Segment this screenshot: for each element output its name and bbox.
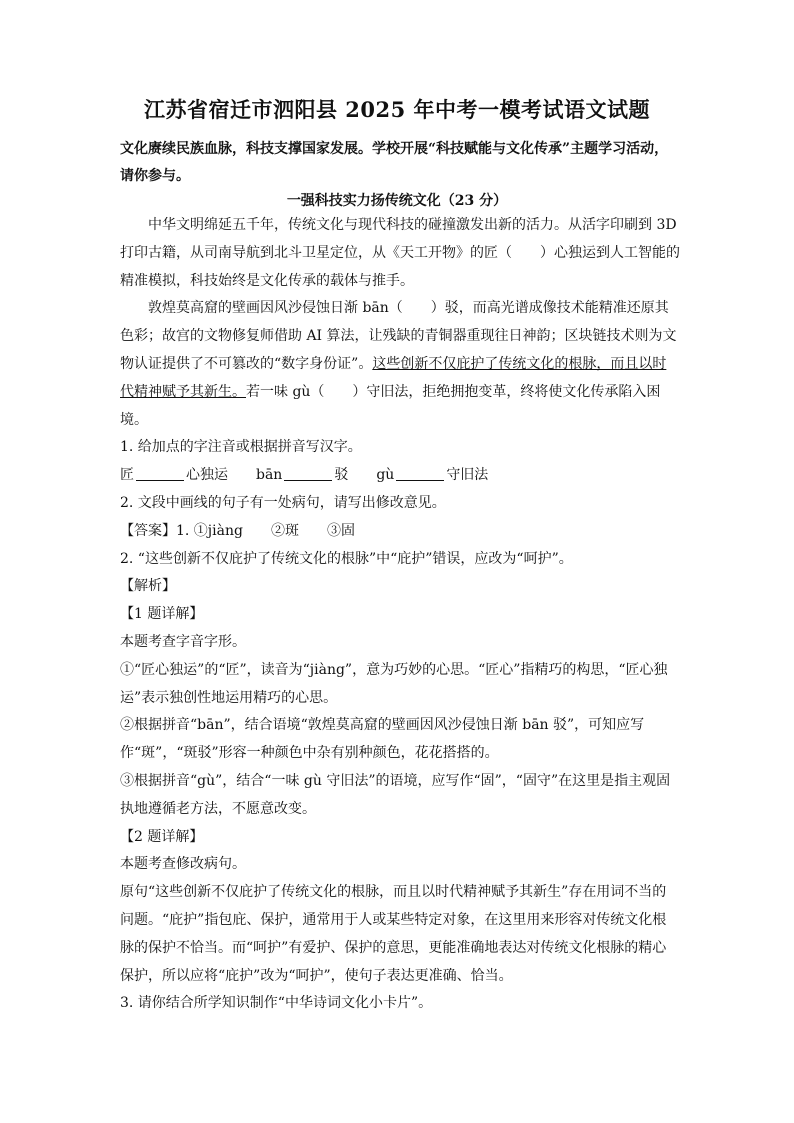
question-2: 2. 文段中画线的句子有一处病句，请写出修改意见。 (120, 494, 446, 511)
blank-suffix-2: 驳 (334, 467, 349, 484)
blank-prefix-1: 匠 (120, 467, 134, 484)
q1-detail-3: ③根据拼音“gù”，结合“一味 gù 守旧法”的语境，应写作“固”，“固守”在这里是指主观固执地遵循老方法，不愿意改变。 (120, 772, 671, 817)
analysis-label: 【解析】 (120, 578, 176, 595)
blank-suffix-1: 心独运 (186, 467, 228, 484)
question-1: 1. 给加点的字注音或根据拼音写汉字。 (120, 439, 362, 456)
document-body (120, 212, 680, 1018)
intro-text: 文化赓续民族血脉，科技支撑国家发展。学校开展“科技赋能与文化传承”主题学习活动，请你参与。 (120, 141, 669, 184)
blank-suffix-3: 守旧法 (446, 467, 489, 484)
answer-blank-2[interactable] (284, 466, 332, 481)
answer-blank-1[interactable] (136, 466, 184, 481)
q2-detail-intro: 本题考查修改病句。 (120, 856, 246, 873)
question-3: 3. 请你结合所学知识制作“中华诗词文化小卡片”。 (120, 995, 433, 1012)
question-1-blanks (120, 462, 680, 490)
q2-detail-label: 【2 题详解】 (120, 828, 204, 845)
paragraph-2 (120, 295, 680, 434)
answer-line-2: 2. “这些创新不仅庇护了传统文化的根脉”中“庇护”错误，应改为“呵护”。 (120, 550, 573, 567)
paragraph-2-part-a: 敦煌莫高窟的壁画因风沙侵蚀日渐 bān（ ）驳，而高光谱成像技术能精准还原其色彩；故宫的文物修复师借助 AI 算法，让残缺的青铜器重现往日神韵；区块链技术则为文物认证提供了不可篡改的“数字身份证”。 (120, 300, 677, 372)
answer-1: 1. ①jiàng ②斑 ③固 (176, 522, 355, 539)
paragraph-2-part-b: 若一味 gù（ ）守旧法，拒绝拥抱变革，终将使文化传承陷入困境。 (120, 383, 661, 428)
q2-detail-text: 原句“这些创新不仅庇护了传统文化的根脉，而且以时代精神赋予其新生”存在用词不当的问题。“庇护”指包庇、保护，通常用于人或某些特定对象，在这里用来形容对传统文化根脉的保护不恰当。而“呵护”有爱护、保护的意思，更能准确地表达对传统文化根脉的精心保护，所以应将“庇护”改为“呵护”，使句子表达更准确、恰当。 (120, 884, 667, 984)
page-title: 江苏省宿迁市泗阳县 2025 年中考一模考试语文试题 (143, 97, 651, 122)
underlined-sentence: 这些创新不仅庇护了传统文化的根脉，而且以时代精神赋予其新生。 (120, 355, 667, 400)
answer-label: 【答案】 (120, 522, 176, 539)
q1-detail-2: ②根据拼音“bān”，结合语境“敦煌莫高窟的壁画因风沙侵蚀日渐 bān 驳”，可知应写作“斑”，“斑驳”形容一种颜色中杂有别种颜色，花花搭搭的。 (120, 717, 645, 762)
q1-detail-1: ①“匠心独运”的“匠”，读音为“jiàng”，意为巧妙的心思。“匠心”指精巧的构思，“匠心独运”表示独创性地运用精巧的心思。 (120, 661, 668, 706)
blank-prefix-2: bān (256, 467, 283, 484)
section-title: 一强科技实力扬传统文化（23 分） (286, 193, 508, 209)
answer-blank-3[interactable] (396, 466, 444, 481)
paragraph-1: 中华文明绵延五千年，传统文化与现代科技的碰撞激发出新的活力。从活字印刷到 3D 打印古籍，从司南导航到北斗卫星定位，从《天工开物》的匠（ ）心独运到人工智能的精准模拟，科技始终是文化传承的载体与推手。 (120, 217, 680, 289)
q1-detail-intro: 本题考查字音字形。 (120, 633, 246, 650)
q1-detail-label: 【1 题详解】 (120, 606, 204, 623)
blank-prefix-3: gù (376, 467, 395, 484)
answer-line-1 (120, 518, 680, 546)
